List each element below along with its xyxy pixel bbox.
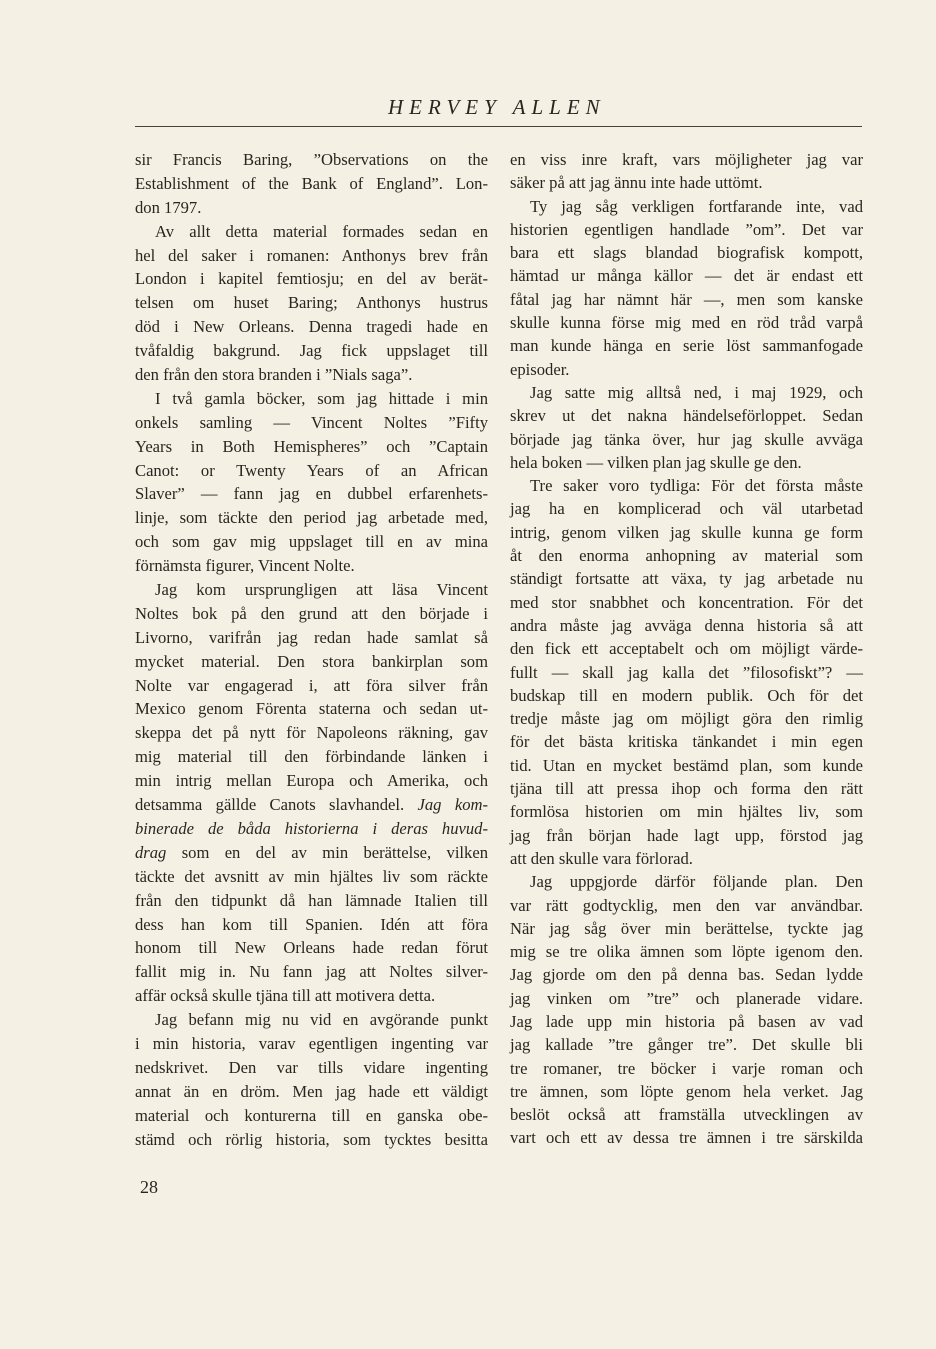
text-line: började jag tänka över, hur jag skulle avväga: [510, 429, 863, 449]
text-line: med stor snabbhet och koncentration. För det: [510, 592, 863, 612]
text-line: annat än en dröm. Men jag hade ett väldigt: [135, 1081, 488, 1101]
text-line: Mexico genom Förenta staterna och sedan ut-: [135, 699, 488, 719]
text-line: mig se tre olika ämnen som löpte igenom den.: [510, 942, 863, 962]
text-line: Ty jag såg verkligen fortfarande inte, vad: [530, 196, 863, 216]
text-line: formlösa historien om min hjältes liv, som: [510, 802, 863, 822]
text-line: [135, 817, 488, 841]
text-line: täckte det avsnitt av min hjältes liv som räckte: [135, 866, 488, 886]
text-line: åt den enorma anhopning av material som: [510, 546, 863, 566]
text-line: vart och ett av dessa tre ämnen i tre särskilda: [510, 1128, 863, 1148]
text-line: säker på att jag ännu inte hade uttömt.: [510, 173, 763, 193]
text-line: den från den stora branden i ”Nials saga”.: [135, 365, 413, 385]
text-line: från den tidpunkt då han lämnade Italien till: [135, 890, 488, 910]
right-column: [510, 148, 863, 1150]
text-line: ständigt fortsatte att växa, ty jag arbetade nu: [510, 569, 863, 589]
text-line: jag kallade ”tre gånger tre”. Det skulle bli: [510, 1035, 863, 1055]
header-rule: [135, 126, 862, 127]
text-line: andra måste jag avväga denna historia så att: [510, 615, 863, 635]
text-line: hel del saker i romanen: Anthonys brev från: [135, 245, 488, 265]
text-line: tre romaner, tre böcker i varje roman och: [510, 1058, 863, 1078]
text-line: tredje måste jag om möjligt göra den rimlig: [510, 709, 863, 729]
text-line: Establishment of the Bank of England”. Lon-: [135, 173, 488, 193]
text-line: för det bästa kritiska tänkandet i min egen: [510, 732, 863, 752]
text-line: att den skulle vara förlorad.: [510, 848, 693, 868]
running-header-title: HERVEY ALLEN: [388, 95, 606, 119]
text-line: bara ett slags blandad biografisk kompott,: [510, 243, 863, 263]
text-line: hämtad ur många källor — det är endast ett: [510, 266, 863, 286]
text-line: jag ha en komplicerad och väl utarbetad: [510, 499, 863, 519]
text-line: episoder.: [510, 359, 570, 379]
text-line: fåtal jag har nämnt här —, men som kanske: [510, 289, 863, 309]
text-line: jag vinken om ”tre” och planerade vidare.: [510, 988, 863, 1008]
text-line: mig material till den förbindande länken i: [135, 747, 488, 767]
text-line: telsen om huset Baring; Anthonys hustrus: [135, 293, 488, 313]
text-line: [135, 841, 488, 865]
text-line: tid. Utan en mycket bestämd plan, som kunde: [510, 755, 863, 775]
text-line: Tre saker voro tydliga: För det första måste: [530, 476, 863, 496]
text-line: honom till New Orleans hade redan förut: [135, 938, 488, 958]
text-line: en viss inre kraft, vars möjligheter jag var: [510, 150, 863, 169]
left-column: [135, 148, 488, 1151]
text-line: don 1797.: [135, 197, 202, 217]
text-line: tjäna till att pressa ihop och forma den rätt: [510, 779, 863, 799]
text-line: Years in Both Hemispheres” och ”Captain: [135, 436, 488, 456]
text-line: Jag gjorde om den på denna bas. Sedan lydde: [510, 965, 863, 985]
text-line: tre ämnen, som löpte genom hela verket. Jag: [510, 1081, 863, 1101]
text-line: stämd och rörlig historia, som tycktes besitta: [135, 1129, 488, 1149]
text-line: skeppa det på nytt för Napoleons räkning, gav: [135, 723, 488, 743]
text-line: dess han kom till Spanien. Idén att föra: [135, 914, 488, 934]
text-line: död i New Orleans. Denna tragedi hade en: [135, 317, 488, 337]
text-line: sir Francis Baring, ”Observations on the: [135, 150, 488, 169]
text-line: London i kapitel femtiosju; en del av berät-: [135, 269, 488, 289]
text-line: Jag befann mig nu vid en avgörande punkt: [155, 1010, 488, 1030]
text-line: material och konturerna till en ganska obe-: [135, 1105, 488, 1125]
text-segment: som en del av min berättelse, vilken: [166, 842, 488, 862]
text-line: Livorno, varifrån jag redan hade samlat så: [135, 627, 488, 647]
text-line: var rätt godtycklig, men den var användbar.: [510, 895, 863, 915]
text-line: beslöt också att framställa utvecklingen av: [510, 1105, 863, 1125]
text-line: Nolte var engagerad i, att föra silver från: [135, 675, 488, 695]
text-line: historien egentligen handlade ”om”. Det var: [510, 219, 863, 239]
italic-text: binerade de båda historierna i deras huvud-: [135, 818, 488, 838]
text-line: Slaver” — fann jag en dubbel erfarenhets-: [135, 484, 488, 504]
page-number: 28: [140, 1177, 158, 1197]
text-line: mycket material. Den stora bankirplan som: [135, 651, 488, 671]
text-line: man kunde hänga en serie löst sammanfogade: [510, 336, 863, 356]
text-line: tvåfaldig bakgrund. Jag fick uppslaget till: [135, 341, 488, 361]
text-line: nedskrivet. Den var tills vidare ingenting: [135, 1057, 488, 1077]
text-line: skulle kunna förse mig med en röd tråd varpå: [510, 313, 863, 333]
text-line: onkels samling — Vincent Noltes ”Fifty: [135, 412, 488, 432]
text-line: Jag lade upp min historia på basen av vad: [510, 1011, 863, 1031]
text-line: fullt — skall jag kalla det ”filosofiskt”? —: [510, 662, 863, 682]
text-line: jag från början hade lagt upp, förstod jag: [510, 825, 863, 845]
text-line: Canot: or Twenty Years of an African: [135, 460, 488, 480]
text-line: [135, 793, 488, 817]
text-line: min intrig mellan Europa och Amerika, och: [135, 771, 488, 791]
text-line: Av allt detta material formades sedan en: [155, 221, 488, 241]
text-line: och som gav mig uppslaget till en av mina: [135, 532, 488, 552]
text-line: affär också skulle tjäna till att motivera detta.: [135, 986, 436, 1006]
text-segment: detsamma gällde Canots slavhandel.: [135, 795, 418, 815]
text-line: budskap till en modern publik. Och för det: [510, 685, 863, 705]
text-line: Jag satte mig alltså ned, i maj 1929, och: [530, 382, 863, 402]
italic-text: drag: [135, 842, 167, 862]
text-line: intrig, genom vilken jag skulle kunna ge form: [510, 522, 863, 542]
running-header: [135, 95, 862, 129]
text-line: hela boken — vilken plan jag skulle ge den.: [510, 452, 802, 472]
text-line: Jag uppgjorde därför följande plan. Den: [530, 872, 863, 892]
text-line: När jag såg över min berättelse, tyckte jag: [510, 918, 863, 938]
text-line: i min historia, varav egentligen ingenting var: [135, 1033, 488, 1053]
text-line: Noltes bok på den grund att den började i: [135, 603, 488, 623]
text-line: I två gamla böcker, som jag hittade i min: [155, 388, 488, 408]
italic-text: Jag kom-: [417, 795, 488, 815]
text-line: linje, som täckte den period jag arbetade med,: [135, 508, 488, 528]
text-line: skrev ut det nakna händelseförloppet. Sedan: [510, 406, 863, 426]
text-line: fallit mig in. Nu fann jag att Noltes silver-: [135, 962, 488, 982]
text-line: förnämsta figurer, Vincent Nolte.: [135, 556, 355, 576]
text-line: Jag kom ursprungligen att läsa Vincent: [155, 580, 488, 600]
text-line: den fick ett acceptabelt och om möjligt värde-: [510, 639, 863, 659]
